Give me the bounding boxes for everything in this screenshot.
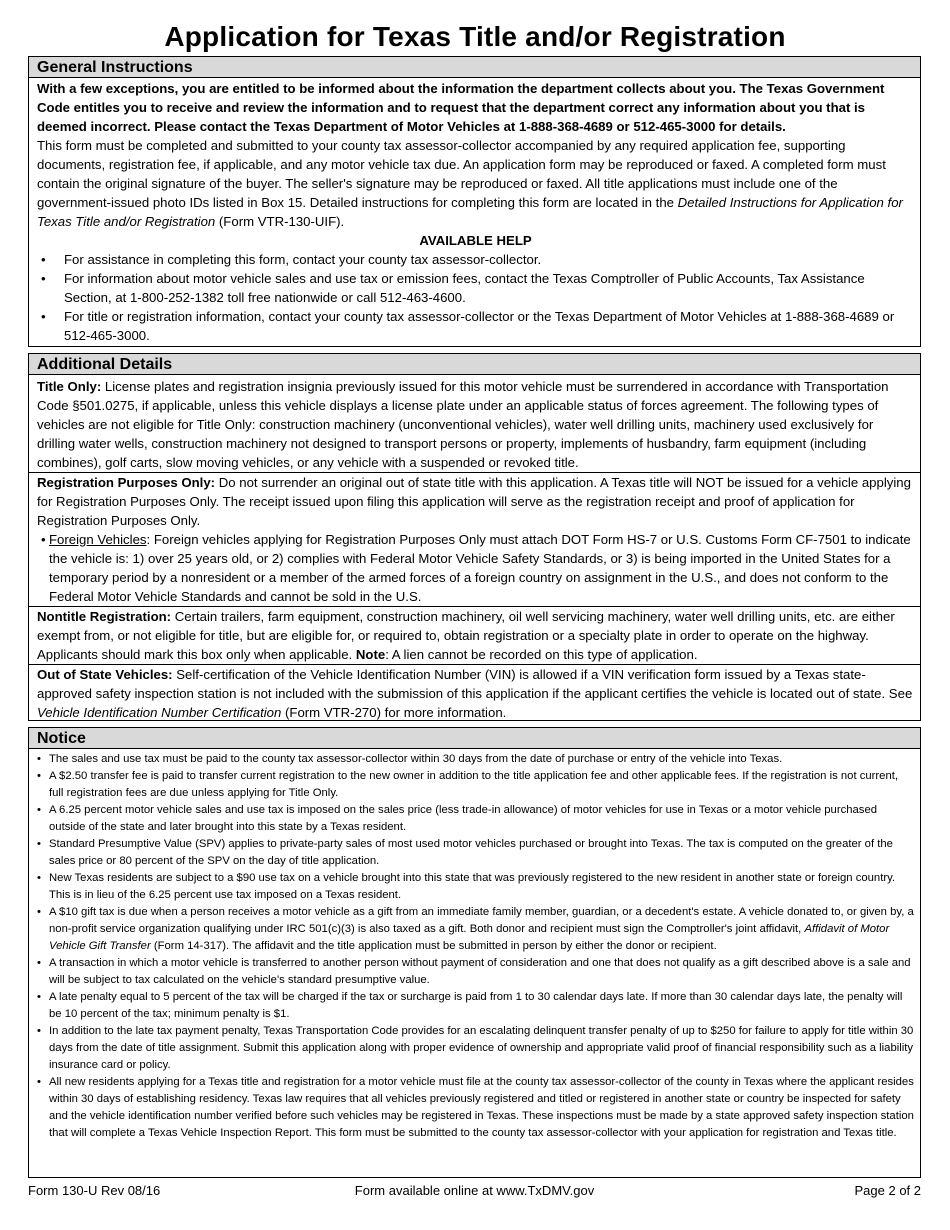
list-item: • New Texas residents are subject to a $90 use tax on a vehicle brought into this state that was previously registered to the new resident in another state or foreign country. This is in lieu of the 6.25 percent use tax imposed on a Texas resident. [37, 870, 914, 904]
available-help-list [29, 250, 920, 345]
title-only-block: Title Only: License plates and registration insignia previously issued for this motor vehicle must be surrendered in accordance with Transportation Code §501.0275, if applicable, unless this vehicle displays a license plate under an applicable status of forces agreement. The following types of vehicles are not eligible for Title Only: construction machinery (unconventional vehicles), water well drilling units, machinery used exclusively for drilling water wells, construction machinery not designed to transport persons or property, implements of husbandry, farm equipment (including combines), golf carts, slow moving vehicles, or any vehicle with a suspended or revoked title. [29, 375, 920, 473]
additional-details-section [28, 353, 921, 721]
list-item: • Standard Presumptive Value (SPV) applies to private-party sales of most used motor vehicles purchased or brought into Texas. The tax is computed on the greater of the sales price or 80 percent of the SPV on the day of title application. [37, 836, 914, 870]
list-item: • For title or registration information, contact your county tax assessor-collector or the Texas Department of Motor Vehicles at 1-888-368-4689 or 512-465-3000. [37, 307, 914, 345]
list-item: • A transaction in which a motor vehicle is transferred to another person without payment of consideration and one that does not qualify as a gift described above is a sale and will be subject to tax calculated on the vehicle's standard presumptive value. [37, 955, 914, 989]
registration-purposes-block: Registration Purposes Only: Do not surrender an original out of state title with this application. A Texas title will NOT be issued for a vehicle applying for Registration Purposes Only. The receipt issued upon filing this application will serve as the registration receipt and proof of application for Registration Purposes Only. • Foreign Vehicles: Foreign vehicles applying for Registration Purposes Only must attach DOT Form HS-7 or U.S. Customs Form CF-7501 to indicate the vehicle is: 1) over 25 years old, or 2) complies with Federal Motor Vehicle Safety Standards, or 3) is being imported in the United States for a temporary period by a nonresident or a member of the armed forces of a foreign country on assignment in the U.S., and does not conform to the Federal Motor Vehicle Standards and cannot be sold in the U.S. [29, 473, 920, 607]
list-item: • A 6.25 percent motor vehicle sales and use tax is imposed on the sales price (less trade-in allowance) of motor vehicles for use in Texas or a motor vehicle purchased outside of the state and later brought into this state by a Texas resident. [37, 802, 914, 836]
out-of-state-block: Out of State Vehicles: Self-certification of the Vehicle Identification Number (VIN) is allowed if a VIN verification form issued by a Texas state-approved safety inspection station is not included with the submission of this application if the applicant certifies the vehicle is located out of state. See Vehicle Identification Number Certification (Form VTR-270) for more information. [37, 667, 913, 720]
list-item: • All new residents applying for a Texas title and registration for a motor vehicle must file at the county tax assessor-collector of the county in Texas where the applicant resides within 30 days of establishing residency. Texas law requires that all vehicles previously registered and titled or registered in another state or country be inspected for safety and the vehicle identification number verified before such vehicles may be registered in Texas. These inspections must be made by a state approved safety inspection station that will complete a Texas Vehicle Inspection Report. This form must be submitted to the county tax assessor-collector with your application for registration and Texas title. [37, 1074, 914, 1142]
page-title: Application for Texas Title and/or Registration [164, 21, 786, 52]
list-item: • For information about motor vehicle sales and use tax or emission fees, contact the Texas Comptroller of Public Accounts, Tax Assistance Section, at 1-800-252-1382 toll free nationwide or call 512-463-4600. [37, 269, 914, 307]
general-instructions-heading: General Instructions [29, 57, 920, 78]
privacy-notice: With a few exceptions, you are entitled to be informed about the information the department collects about you. The Texas Government Code entitles you to receive and review the information and to request that the department correct any information about you that is deemed incorrect. Please contact the Texas Department of Motor Vehicles at 1-888-368-4689 or 512-465-3000 for details. [37, 81, 885, 134]
foreign-vehicles-item: • Foreign Vehicles: Foreign vehicles applying for Registration Purposes Only must attach DOT Form HS-7 or U.S. Customs Form CF-7501 to indicate the vehicle is: 1) over 25 years old, or 2) complies with Federal Motor Vehicle Safety Standards, or 3) is being imported in the United States for a temporary period by a nonresident or a member of the armed forces of a foreign country on assignment in the U.S., and does not conform to the Federal Motor Vehicle Standards and cannot be sold in the U.S. [37, 530, 914, 606]
list-item: • A $10 gift tax is due when a person receives a motor vehicle as a gift from an immediate family member, guardian, or a decedent's estate. A vehicle donated to, or given by, a non-profit service organization qualifying under IRC 501(c)(3) is also taxed as a gift. Both donor and recipient must sign the Comptroller's joint affidavit, Affidavit of Motor Vehicle Gift Transfer (Form 14-317). The affidavit and the title application must be submitted in person by either the donor or recipient. [37, 904, 914, 955]
list-item: • A late penalty equal to 5 percent of the tax will be charged if the tax or surcharge is paid from 1 to 30 calendar days late. If more than 30 calendar days late, the penalty will be 10 percent of the tax; minimum penalty is $1. [37, 989, 914, 1023]
general-instructions-section [28, 56, 921, 347]
available-help-heading: AVAILABLE HELP [419, 233, 532, 248]
notice-heading: Notice [29, 728, 920, 749]
general-instructions-text: This form must be completed and submitted to your county tax assessor-collector accompanied by any required application fee, supporting documents, registration fee, if applicable, and any motor vehicle tax due. An application form may be reproduced or faxed. A completed form must contain the original signature of the buyer. The seller's signature may be reproduced or faxed. All title applications must include one of the government-issued photo IDs listed in Box 15. Detailed instructions for completing this form are located in the Detailed Instructions for Application for Texas Title and/or Registration (Form VTR-130-UIF). [37, 138, 903, 229]
list-item: • A $2.50 transfer fee is paid to transfer current registration to the new owner in addition to the title application fee and other applicable fees. If the registration is not current, full registration fees are due unless applying for Title Only. [37, 768, 914, 802]
list-item: • The sales and use tax must be paid to the county tax assessor-collector within 30 days from the date of purchase or entry of the vehicle into Texas. [37, 751, 914, 768]
list-item: • For assistance in completing this form, contact your county tax assessor-collector. [37, 250, 914, 269]
form-number: Form 130-U Rev 08/16 [28, 1183, 161, 1198]
online-link: Form available online at www.TxDMV.gov [354, 1183, 595, 1198]
nontitle-registration-block: Nontitle Registration: Certain trailers, farm equipment, construction machinery, oil well servicing machinery, water well drilling units, etc. are either exempt from, or not eligible for title, but are eligible for, or required to, obtain registration or a specialty plate in order to operate on the highway. Applicants should mark this box only when applicable. Note: A lien cannot be recorded on this type of application. [29, 607, 920, 665]
additional-details-heading: Additional Details [29, 354, 920, 375]
notice-section [28, 727, 921, 1178]
page-number: Page 2 of 2 [854, 1183, 921, 1198]
list-item: • In addition to the late tax payment penalty, Texas Transportation Code provides for an escalating delinquent transfer penalty of up to $250 for failure to apply for title within 30 days from the date of title assignment. Submit this application along with proper evidence of ownership and appropriate valid proof of financial responsibility such as a liability insurance card or policy. [37, 1023, 914, 1074]
notice-list [29, 749, 920, 1142]
